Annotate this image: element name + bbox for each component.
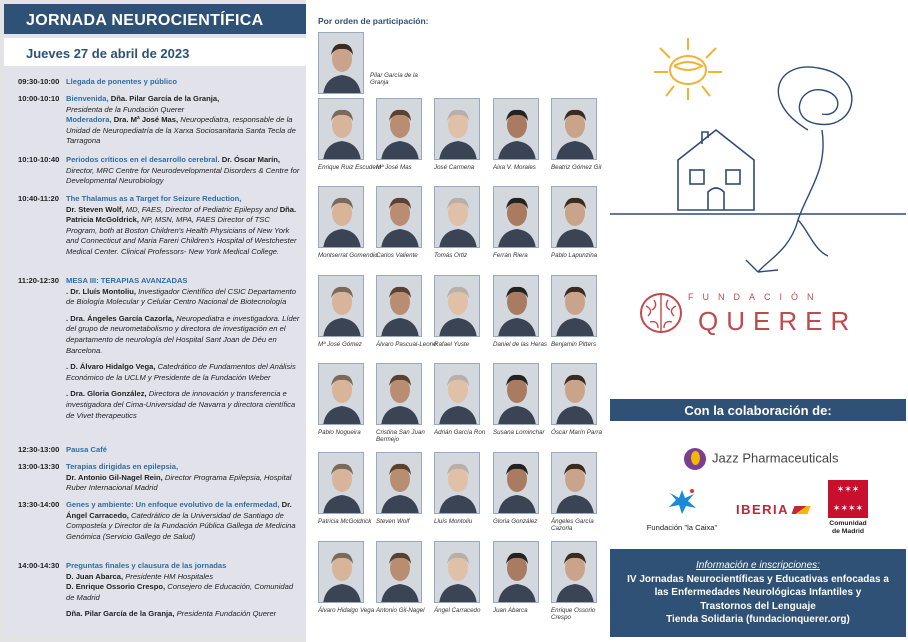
session-title: The Thalamus as a Target for Seizure Reduction,	[66, 194, 242, 203]
info-title[interactable]: Información e inscripciones:	[696, 560, 820, 571]
speaker-role: Director, MRC Centre for Neurodevelopmental Disorders & Centre for Developmental Neurobiology	[66, 165, 300, 186]
house-icon	[610, 130, 906, 214]
house-illustration	[608, 20, 908, 290]
fundacion-querer-logo	[608, 290, 908, 350]
speaker-card	[551, 452, 597, 533]
speaker-card	[376, 186, 422, 259]
caixa-logo	[642, 488, 722, 532]
speaker-card	[376, 363, 425, 444]
speaker-photo	[434, 275, 480, 337]
speaker-photo	[376, 541, 422, 603]
scribble-icon	[746, 67, 852, 272]
speaker-name: Dña. Patricia McGoldrick,	[66, 204, 297, 225]
speaker-photo	[493, 98, 539, 160]
speaker-role: Investigador Científico del CSIC Departamento de Biología Molecular y Celular Centro Nacional de Biotecnología	[66, 286, 297, 307]
speaker-role: Consejero de Educación, Comunidad de Madrid	[66, 582, 294, 602]
speaker-role: MD, FAES, Director of Pediatric Epilepsy and	[125, 204, 280, 214]
speaker-photo	[434, 541, 480, 603]
speaker-photo	[493, 186, 539, 248]
session-title: Pausa Café	[66, 445, 107, 454]
info-line: las Enfermedades Neurológicas Infantiles y	[654, 587, 862, 598]
speaker-card	[493, 541, 539, 614]
speaker-name: Mª José Mas	[376, 164, 412, 171]
speaker-photo	[376, 186, 422, 248]
sun-icon	[654, 38, 722, 100]
speaker-card	[318, 275, 364, 348]
speaker-card	[551, 363, 602, 436]
session-title: Periodos críticos en el desarrollo cerebral.	[66, 155, 222, 164]
speaker-name: Beatriz Gómez Gil	[551, 164, 602, 171]
speaker-name: Óscar Marín Parra	[551, 429, 602, 436]
speaker-photo	[318, 32, 364, 94]
schedule-time: 09:30-10:00	[18, 77, 60, 86]
speaker-role: Neuropediatra, responsable de la Unidad de Neuropediatría de la Xarxa Sociosanitaria Santa Tecla de Tarragona	[66, 115, 296, 146]
schedule-time: 10:00-10:10	[18, 94, 60, 103]
speaker-photo	[318, 541, 364, 603]
speaker-name: Adrián García Ron	[434, 429, 486, 436]
madrid-flag-icon: ✶✶✶ ✶✶✶✶	[828, 480, 868, 518]
speaker-card	[318, 32, 418, 94]
sponsor-panel	[608, 0, 908, 642]
speaker-card	[318, 98, 382, 171]
info-box	[610, 549, 906, 637]
speaker-card	[551, 541, 597, 622]
speaker-photo	[551, 452, 597, 514]
schedule-time: 12:30-13:00	[18, 445, 60, 454]
speaker-photo	[493, 275, 539, 337]
speaker-card	[551, 186, 598, 259]
session-title: MESA III: TERAPIAS AVANZADAS	[66, 276, 188, 285]
speaker-name: Aixa V. Morales	[493, 164, 536, 171]
speaker-name: Ferrán Riera	[493, 252, 528, 259]
schedule-time: 10:40-11:20	[18, 194, 59, 203]
caixa-name: Fundación "la Caixa"	[646, 523, 718, 532]
schedule-time: 13:30-14:00	[18, 500, 60, 509]
speakers-heading: Por orden de participación:	[318, 16, 429, 26]
speaker-name: Susana Lominchar	[493, 429, 545, 436]
speaker-card	[493, 363, 545, 436]
speaker-card	[434, 541, 481, 614]
madrid-name: Comunidad de Madrid	[829, 520, 867, 535]
speaker-card	[434, 363, 486, 436]
info-link[interactable]: Tienda Solidaria (fundacionquerer.org)	[666, 614, 850, 625]
session-title: Genes y ambiente: Un enfoque evolutivo de la enfermedad,	[66, 500, 282, 509]
speaker-name: Patricia McGoldrick	[318, 518, 372, 525]
session-title: Terapias dirigidas en epilepsia,	[66, 462, 179, 471]
speaker-role: Neuropediatra e investigadora. Líder del grupo de neurometabolismo y directora de investigación en el departamento de neurología del Hospital Sant Joan de Déu en Barcelona.	[66, 313, 300, 355]
speaker-photo	[318, 452, 364, 514]
speaker-photo	[318, 363, 364, 425]
speaker-name: Ángeles García Cazorla	[551, 518, 594, 533]
speaker-role: Presidente HM Hospitales	[125, 571, 214, 581]
speaker-card	[376, 98, 422, 171]
fund-subtitle: FUNDACIÓN	[688, 292, 823, 302]
speaker-name: Mª José Gómez	[318, 341, 362, 348]
caixa-star-icon	[666, 488, 698, 514]
speaker-name: Enrique Ossorio Crespo	[551, 607, 596, 622]
speaker-card	[551, 275, 597, 348]
speaker-photo	[434, 186, 480, 248]
speaker-name: Daniel de las Heras	[493, 341, 547, 348]
speaker-name: Dr. Ángel Carracedo,	[66, 500, 292, 520]
speaker-name: Pilar García de la Granja	[370, 72, 418, 87]
speaker-name: Rafael Yuste	[434, 341, 470, 348]
speaker-card	[434, 186, 480, 259]
speaker-name: Pablo Nogueira	[318, 429, 361, 436]
iberia-wing-icon	[792, 506, 811, 514]
speaker-name: Steven Wolf	[376, 518, 410, 525]
jazz-name: Jazz Pharmaceuticals	[712, 450, 839, 466]
speaker-name: Dr. Steven Wolf,	[66, 204, 126, 214]
speaker-name: Gloria González	[493, 518, 538, 525]
speaker-name: Lluís Montoliu	[434, 518, 473, 525]
speaker-photo	[434, 363, 480, 425]
session-title: Bienvenida,	[66, 94, 111, 103]
speaker-name: Dña. Pilar García de la Granja,	[66, 609, 177, 619]
speaker-name: Juan Abarca	[493, 607, 528, 614]
schedule-time: 14:00-14:30	[18, 561, 60, 570]
jazz-mark-icon	[684, 448, 706, 470]
speaker-card	[376, 541, 425, 614]
schedule-time: 13:00-13:30	[18, 462, 60, 471]
speaker-name: D. Juan Abarca,	[66, 571, 126, 581]
speaker-photo	[318, 275, 364, 337]
speaker-role: Presidenta Fundación Querer	[176, 609, 277, 619]
speaker-name: Benjamin Pitters	[551, 341, 597, 348]
speaker-name: Álvaro Pascual-Leone	[376, 341, 437, 348]
speaker-name: . Dr. Lluís Montoliu,	[66, 286, 139, 296]
speaker-name: Enrique Ruiz Escudero	[318, 164, 382, 171]
speakers-panel	[306, 0, 608, 642]
program-title: JORNADA NEUROCIENTÍFICA	[4, 4, 306, 34]
session-title: Llegada de ponentes y público	[66, 77, 177, 86]
schedule-time: 10:10-10:40	[18, 155, 60, 164]
speaker-photo	[376, 98, 422, 160]
speaker-name: Dra. Mª José Mas,	[113, 115, 181, 125]
speaker-card	[376, 275, 437, 348]
speaker-photo	[551, 186, 597, 248]
speaker-photo	[551, 541, 597, 603]
speaker-card	[318, 452, 372, 525]
speaker-name: Dr. Antonio Gil-Nagel Rein,	[66, 472, 165, 482]
speaker-photo	[493, 541, 539, 603]
speaker-photo	[318, 98, 364, 160]
speaker-role: Catedrático de Fundamentos del Análisis Económico de la UCLM y Presidente de la Fundación Weber	[66, 362, 296, 382]
speaker-name: . Dra. Gloria González,	[66, 389, 149, 399]
speaker-photo	[376, 275, 422, 337]
speaker-card	[434, 98, 480, 171]
speaker-name: . Dra. Ángeles García Cazorla,	[66, 313, 177, 323]
iberia-name: IBERIA	[736, 502, 790, 517]
speaker-card	[493, 452, 539, 525]
jazz-logo	[684, 448, 838, 470]
speaker-photo	[376, 452, 422, 514]
speaker-name: . D. Álvaro Hidalgo Vega,	[66, 362, 158, 372]
speaker-photo	[493, 452, 539, 514]
session-label: Moderadora,	[66, 115, 114, 125]
speaker-photo	[318, 186, 364, 248]
program-date: Jueves 27 de abril de 2023	[4, 38, 306, 66]
speaker-card	[318, 363, 364, 436]
speaker-card	[318, 541, 375, 614]
speaker-card	[376, 452, 422, 525]
speaker-photo	[551, 275, 597, 337]
speaker-photo	[376, 363, 422, 425]
speaker-name: Tomás Ortiz	[434, 252, 468, 259]
speaker-name: Cristina San Juan Bermejo	[376, 429, 425, 444]
program-panel	[4, 4, 306, 636]
speaker-name: Montserrat Gomendio	[318, 252, 378, 259]
speaker-role: Director Programa Epilepsia, Hospital Ruber Internacional Madrid	[66, 472, 292, 493]
speaker-name: Antonio Gil-Nagel	[376, 607, 425, 614]
speaker-card	[551, 98, 602, 171]
info-line: IV Jornadas Neurocientíficas y Educativas enfocadas a	[627, 573, 889, 585]
speaker-card	[434, 275, 480, 348]
madrid-logo	[826, 480, 870, 536]
speaker-role: Catedrático de la Universidad de Santiago de Compostela y Director de la Fundación Pública Gallega de Medicina Genómica (Servicio Gallego de Salud)	[66, 510, 296, 541]
speaker-role: Presidenta de la Fundación Querer	[66, 104, 185, 114]
speaker-name: José Carmena	[434, 164, 475, 171]
speaker-name: Ángel Carracedo	[434, 607, 481, 614]
speaker-card	[493, 98, 539, 171]
speaker-name: D. Enrique Ossorio Crespo,	[66, 582, 168, 592]
speaker-role: Directora de innovación y transferencia e investigadora del Cima-Universidad de Navarra y directora científica de Vivet therapeutics	[66, 389, 296, 420]
speaker-name: Carlos Valiente	[376, 252, 418, 259]
speaker-photo	[493, 363, 539, 425]
speaker-photo	[434, 452, 480, 514]
schedule-time: 11:20-12:30	[18, 276, 59, 285]
speaker-photo	[551, 363, 597, 425]
speaker-card	[493, 186, 539, 259]
speaker-photo	[551, 98, 597, 160]
speaker-photo	[434, 98, 480, 160]
session-title: Preguntas finales y clausura de las jornadas	[66, 561, 227, 570]
info-line: Trastornos del Lenguaje	[700, 600, 816, 612]
speaker-name: Dr. Óscar Marín,	[221, 155, 280, 164]
speaker-card	[318, 186, 378, 259]
iberia-logo	[736, 502, 809, 517]
speaker-name: Dña. Pilar García de la Granja,	[110, 94, 220, 103]
speaker-role: NP, MSN, MPA, FAES Director of TSC Program, both at Boston Children's Health Physicians of New York and Connecticut and Maria Fareri Children's Hospital of Westchester Medical Center. Clinical Professors- New York Medical College.	[66, 215, 297, 256]
speaker-card	[493, 275, 547, 348]
speaker-name: Álvaro Hidalgo Vega	[318, 607, 375, 614]
fund-name: QUERER	[698, 306, 858, 336]
brain-icon	[638, 290, 684, 336]
speaker-name: Pablo Lapunzina	[551, 252, 598, 259]
speaker-card	[434, 452, 480, 525]
collaboration-heading: Con la colaboración de:	[610, 399, 906, 421]
